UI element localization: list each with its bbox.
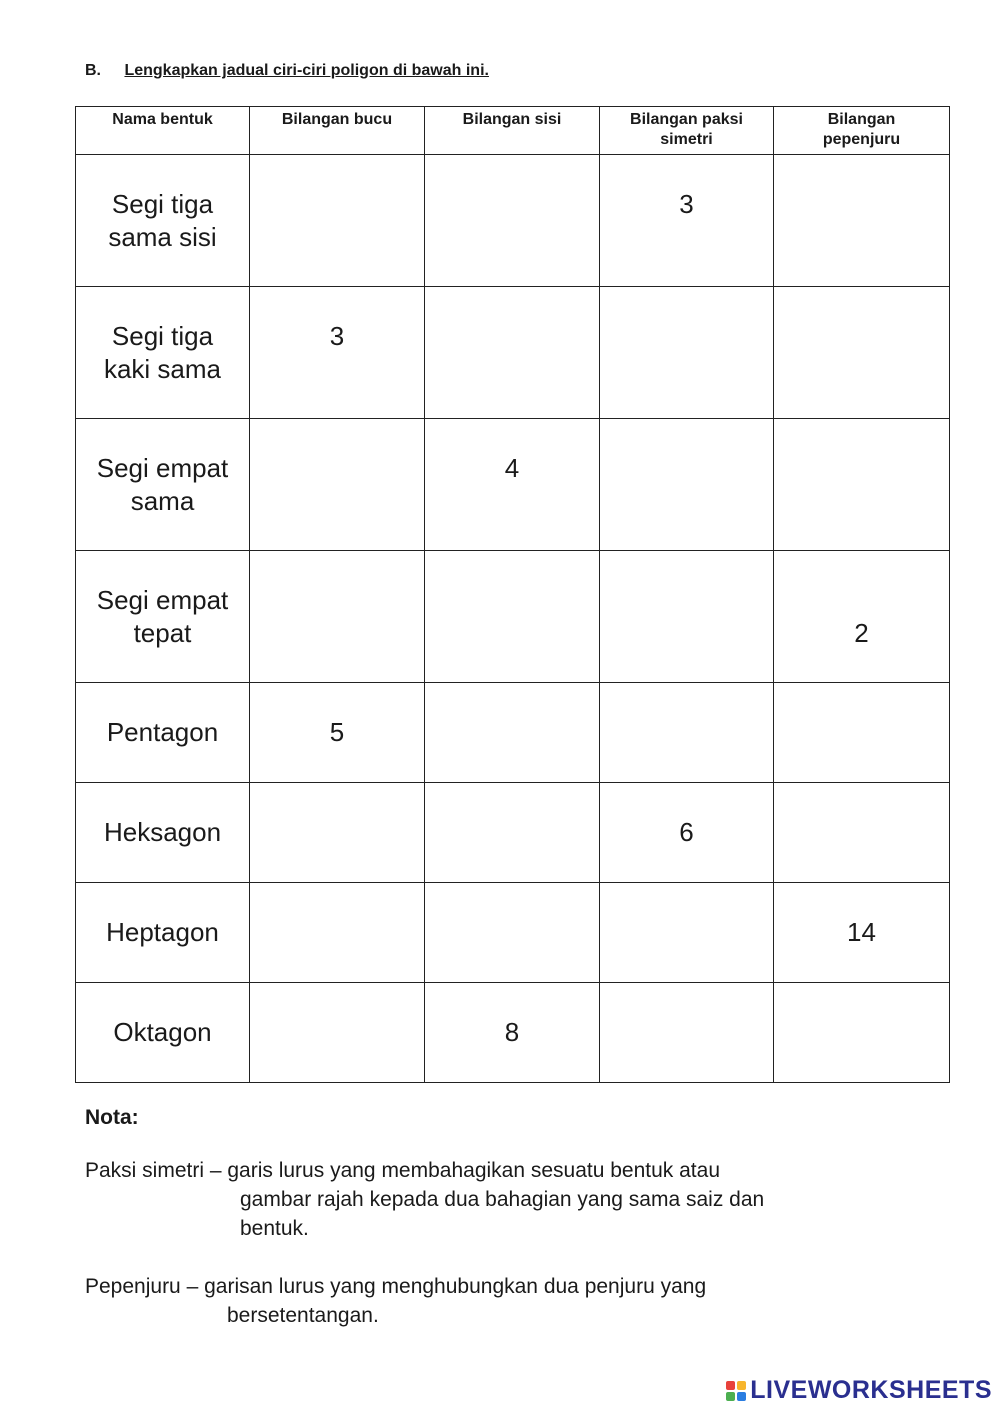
header-bilangan-bucu: Bilangan bucu — [250, 107, 425, 155]
polygon-properties-table — [75, 106, 950, 1083]
note-pepenjuru — [85, 1272, 945, 1330]
section-letter: B. — [85, 62, 101, 79]
notes-title: Nota: — [85, 1106, 139, 1129]
cell-pepenjuru: 14 — [774, 883, 950, 983]
note-paksi-line1: Paksi simetri – garis lurus yang membahagikan sesuatu bentuk atau — [85, 1159, 721, 1182]
logo-square-red — [726, 1381, 735, 1390]
note-paksi-line3: bentuk. — [240, 1217, 309, 1240]
table-row — [76, 287, 950, 419]
cell-sisi[interactable] — [425, 783, 600, 883]
shape-name: Segi empat tepat — [76, 551, 250, 683]
cell-paksi: 3 — [600, 155, 774, 287]
logo-square-blue — [737, 1392, 746, 1401]
liveworksheets-logo-icon — [726, 1381, 746, 1401]
cell-sisi[interactable] — [425, 551, 600, 683]
cell-sisi: 4 — [425, 419, 600, 551]
table-row — [76, 419, 950, 551]
table-row — [76, 551, 950, 683]
shape-name: Segi tiga kaki sama — [76, 287, 250, 419]
cell-paksi: 6 — [600, 783, 774, 883]
cell-bucu: 3 — [250, 287, 425, 419]
logo-square-yellow — [737, 1381, 746, 1390]
cell-bucu[interactable] — [250, 419, 425, 551]
cell-sisi[interactable] — [425, 883, 600, 983]
section-instruction: Lengkapkan jadual ciri-ciri poligon di bawah ini. — [124, 62, 489, 79]
shape-name: Heptagon — [76, 883, 250, 983]
liveworksheets-brand[interactable] — [726, 1376, 992, 1405]
cell-sisi[interactable] — [425, 155, 600, 287]
cell-pepenjuru[interactable] — [774, 419, 950, 551]
table-row — [76, 783, 950, 883]
header-nama-bentuk: Nama bentuk — [76, 107, 250, 155]
cell-bucu[interactable] — [250, 883, 425, 983]
cell-paksi[interactable] — [600, 419, 774, 551]
cell-paksi[interactable] — [600, 983, 774, 1083]
cell-pepenjuru[interactable] — [774, 155, 950, 287]
cell-paksi[interactable] — [600, 683, 774, 783]
cell-pepenjuru: 2 — [774, 551, 950, 683]
header-bilangan-pepenjuru: Bilangan pepenjuru — [774, 107, 950, 155]
cell-sisi: 8 — [425, 983, 600, 1083]
shape-name: Segi tiga sama sisi — [76, 155, 250, 287]
header-bilangan-sisi: Bilangan sisi — [425, 107, 600, 155]
note-paksi-simetri — [85, 1156, 945, 1243]
section-heading — [85, 62, 489, 80]
table-row — [76, 983, 950, 1083]
cell-paksi[interactable] — [600, 883, 774, 983]
cell-pepenjuru[interactable] — [774, 287, 950, 419]
cell-pepenjuru[interactable] — [774, 683, 950, 783]
cell-sisi[interactable] — [425, 683, 600, 783]
table-row — [76, 683, 950, 783]
cell-paksi[interactable] — [600, 551, 774, 683]
cell-bucu[interactable] — [250, 783, 425, 883]
table-header-row — [76, 107, 950, 155]
logo-square-green — [726, 1392, 735, 1401]
table-row — [76, 155, 950, 287]
table-row — [76, 883, 950, 983]
shape-name: Heksagon — [76, 783, 250, 883]
brand-name: LIVEWORKSHEETS — [750, 1376, 992, 1404]
cell-sisi[interactable] — [425, 287, 600, 419]
shape-name: Oktagon — [76, 983, 250, 1083]
shape-name: Segi empat sama — [76, 419, 250, 551]
note-pepenjuru-line2: bersetentangan. — [227, 1304, 379, 1327]
shape-name: Pentagon — [76, 683, 250, 783]
cell-paksi[interactable] — [600, 287, 774, 419]
cell-bucu[interactable] — [250, 983, 425, 1083]
cell-bucu: 5 — [250, 683, 425, 783]
cell-pepenjuru[interactable] — [774, 783, 950, 883]
cell-bucu[interactable] — [250, 155, 425, 287]
cell-pepenjuru[interactable] — [774, 983, 950, 1083]
cell-bucu[interactable] — [250, 551, 425, 683]
note-pepenjuru-line1: Pepenjuru – garisan lurus yang menghubungkan dua penjuru yang — [85, 1275, 707, 1298]
header-bilangan-paksi-simetri: Bilangan paksi simetri — [600, 107, 774, 155]
note-paksi-line2: gambar rajah kepada dua bahagian yang sama saiz dan — [240, 1188, 765, 1211]
